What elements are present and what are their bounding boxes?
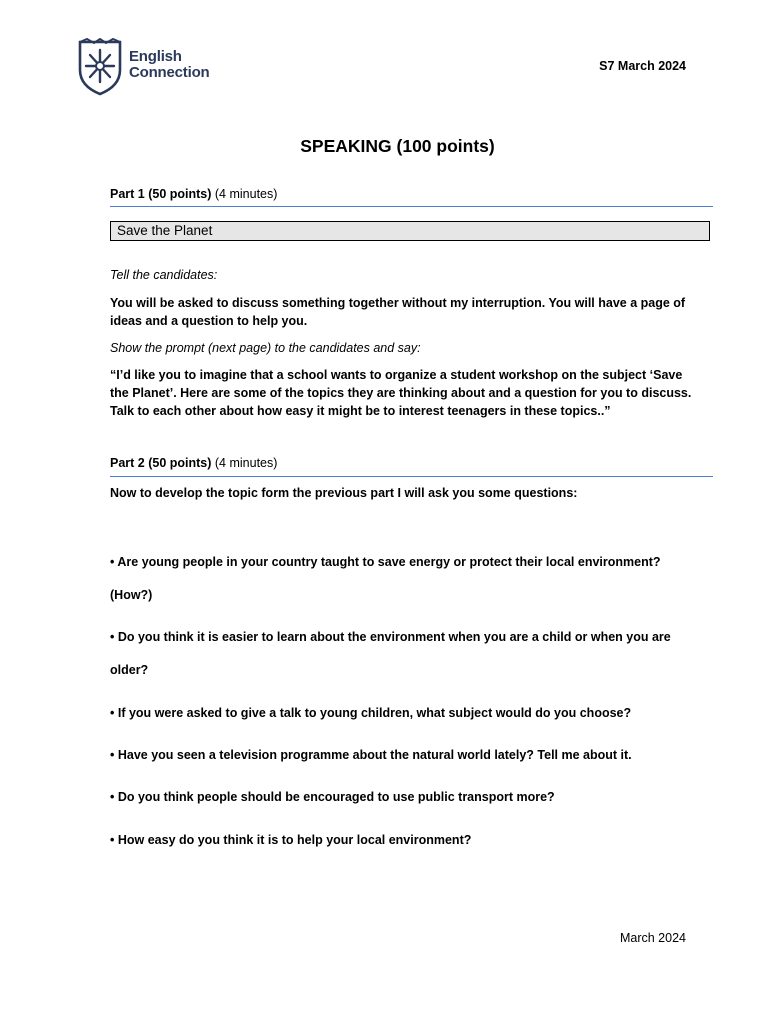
question-item: • How easy do you think it is to help your local environment?: [110, 833, 472, 847]
part2-heading-duration: (4 minutes): [211, 456, 278, 470]
part2-intro: Now to develop the topic form the previous part I will ask you some questions:: [110, 486, 578, 500]
question-item-continuation: (How?): [110, 588, 153, 602]
part2-heading: [110, 456, 277, 470]
part2-divider: [110, 476, 713, 477]
part1-heading: [110, 187, 277, 201]
instruction-show-prompt: Show the prompt (next page) to the candidates and say:: [110, 341, 421, 355]
part1-divider: [110, 206, 713, 207]
logo-line-2: Connection: [129, 64, 210, 81]
part1-text: You will be asked to discuss something together without my interruption. You will have a page of ideas and a question to help you.: [110, 296, 686, 328]
shield-logo-icon: [77, 38, 123, 96]
instruction-tell-candidates: Tell the candidates:: [110, 268, 218, 282]
question-item: • Have you seen a television programme about the natural world lately? Tell me about it.: [110, 748, 632, 762]
question-item: • If you were asked to give a talk to young children, what subject would do you choose?: [110, 706, 632, 720]
part2-heading-bold: Part 2 (50 points): [110, 456, 212, 470]
question-item-continuation: older?: [110, 663, 149, 677]
logo-line-1: English: [129, 48, 182, 65]
part1-heading-duration: (4 minutes): [211, 187, 278, 201]
part1-heading-bold: Part 1 (50 points): [110, 187, 212, 201]
question-item: • Do you think people should be encouraged to use public transport more?: [110, 790, 555, 804]
part1-quote: “I’d like you to imagine that a school wants to organize a student workshop on the subject ‘Save the Planet’. Here are some of the topics they are thinking about and a question for you to discuss. Talk to each other about how easy it might be to interest teenagers in these topics..”: [110, 368, 692, 418]
header-date: S7 March 2024: [599, 59, 686, 73]
topic-box: Save the Planet: [110, 221, 710, 241]
question-item: • Are young people in your country taught to save energy or protect their local environment?: [110, 555, 661, 569]
logo: [77, 38, 227, 96]
footer-date: March 2024: [619, 931, 686, 945]
page-title: SPEAKING (100 points): [300, 136, 495, 156]
question-item: • Do you think it is easier to learn about the environment when you are a child or when you are: [110, 630, 671, 644]
